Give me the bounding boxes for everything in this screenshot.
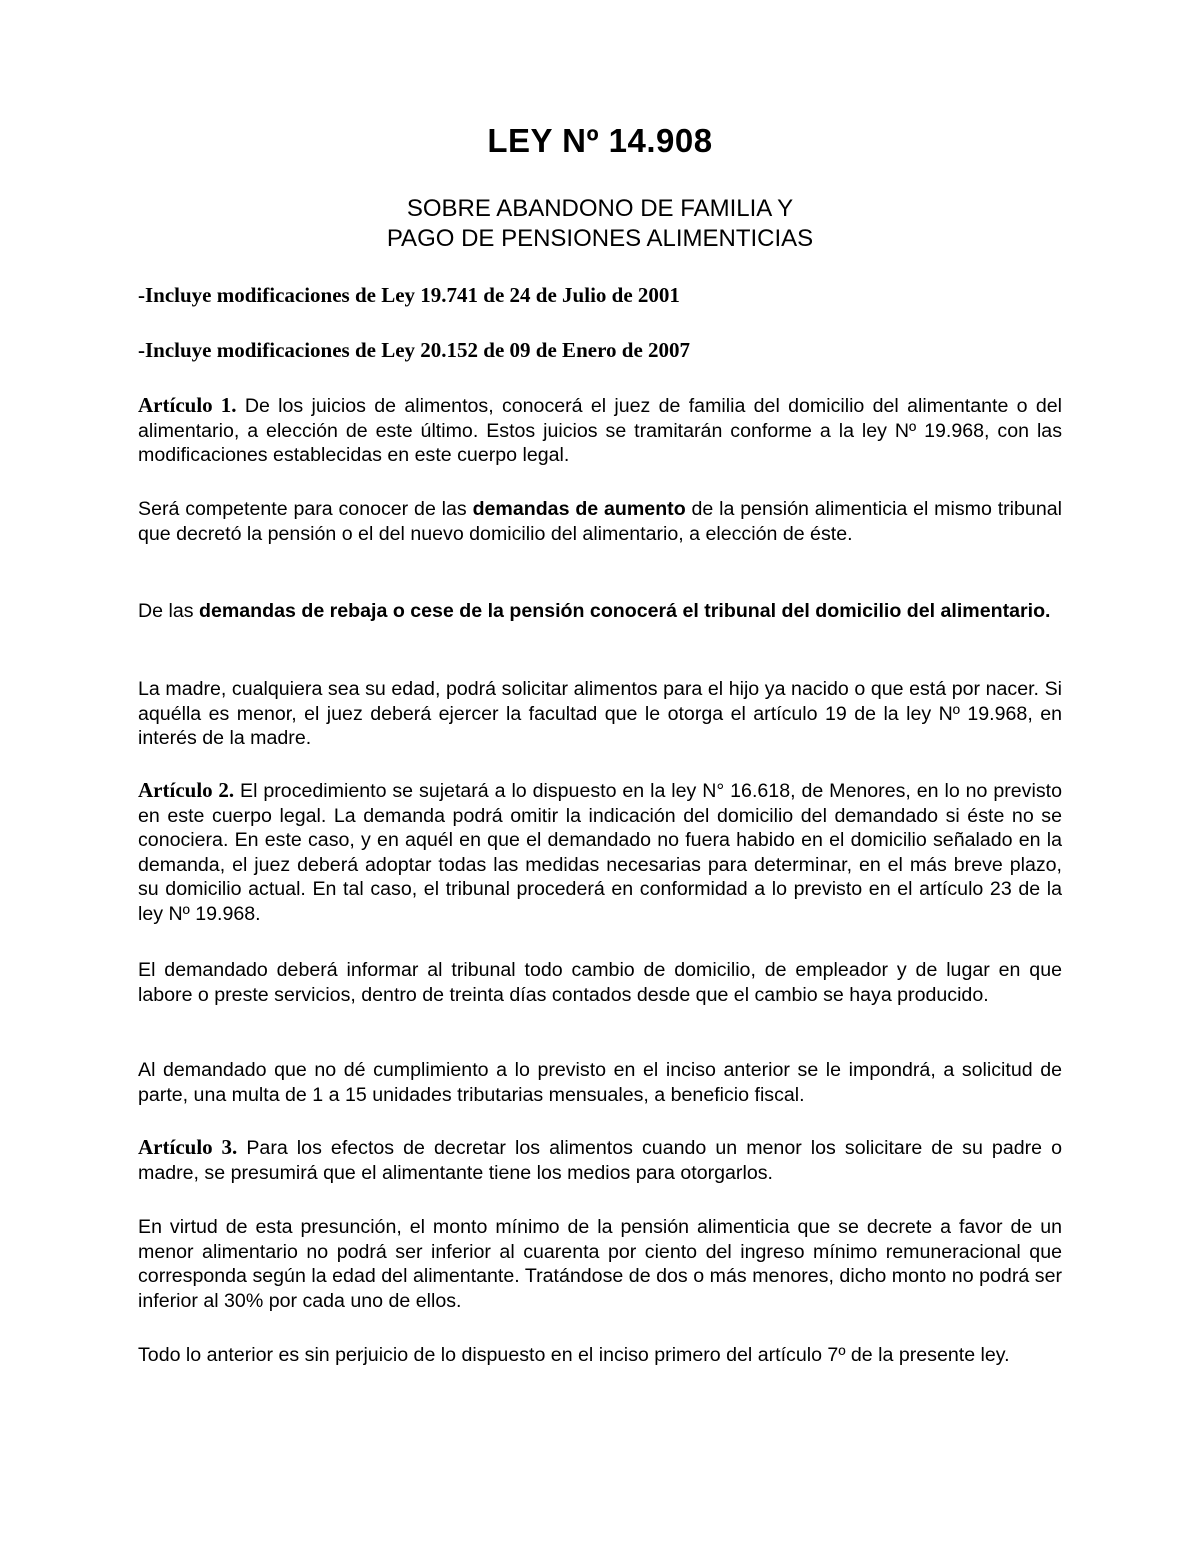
bold-text-run: demandas de rebaja o cese de la pensión conocerá el tribunal del domicilio del alimentario. — [198, 600, 1051, 622]
document-title: LEY Nº 14.908 — [487, 122, 713, 159]
article-2-paragraph-2: El demandado deberá informar al tribunal todo cambio de domicilio, de empleador y de lugar en que labore o preste servicios, dentro de treinta días contados desde que el cambio se haya producido. — [138, 959, 1062, 1006]
text-run: De las — [138, 600, 199, 622]
article-2-paragraph-3: Al demandado que no dé cumplimiento a lo previsto en el inciso anterior se le impondrá, a solicitud de parte, una multa de 1 a 15 unidades tributarias mensuales, a beneficio fiscal. — [138, 1059, 1062, 1106]
bold-text-run: demandas de aumento — [472, 498, 686, 520]
article-3-paragraph-3: Todo lo anterior es sin perjuicio de lo dispuesto en el inciso primero del artículo 7º de la presente ley. — [138, 1344, 1010, 1366]
article-3-paragraph-2: En virtud de esta presunción, el monto mínimo de la pensión alimenticia que se decrete a favor de un menor alimentario no podrá ser inferior al cuarenta por ciento del ingreso mínimo remuneracional que corresponda según la edad del alimentante. Tratándose de dos o más menores, dicho monto no podrá ser inferior al 30% por cada uno de ellos. — [138, 1216, 1062, 1312]
text-run: de la pensión alimenticia el mismo tribunal que decretó la pensión o el del nuevo domicilio del alimentario, a elección de éste. — [138, 498, 1062, 545]
modification-note-1: -Incluye modificaciones de Ley 19.741 de 24 de Julio de 2001 — [138, 283, 680, 307]
article-1-text: De los juicios de alimentos, conocerá el juez de familia del domicilio del alimentante o del alimentario, a elección de este último. Estos juicios se tramitarán conforme a la ley Nº 19.968, con las modificaciones establecidas en este cuerpo legal. — [138, 395, 1063, 467]
article-3-heading: Artículo 3. — [138, 1135, 238, 1159]
article-1-paragraph-2 — [138, 497, 1062, 546]
document-subtitle — [0, 194, 1200, 254]
article-3-paragraph-1 — [138, 1135, 1062, 1185]
article-2-heading: Artículo 2. — [138, 778, 235, 802]
article-1-paragraph-3 — [138, 599, 1062, 624]
text-run: Será competente para conocer de las — [138, 498, 473, 520]
article-2-paragraph-1 — [138, 778, 1062, 927]
subtitle-line-2: PAGO DE PENSIONES ALIMENTICIAS — [386, 225, 814, 252]
article-1-paragraph-1 — [138, 393, 1062, 468]
article-3-text: Para los efectos de decretar los alimentos cuando un menor los solicitare de su padre o madre, se presumirá que el alimentante tiene los medios para otorgarlos. — [138, 1137, 1062, 1184]
article-1-heading: Artículo 1. — [138, 393, 237, 417]
article-2-text: El procedimiento se sujetará a lo dispuesto en la ley N° 16.618, de Menores, en lo no previsto en este cuerpo legal. La demanda podrá omitir la indicación del domicilio del demandado si éste no se conociera. En este caso, y en aquél en que el demandado no fuera habido en el domicilio señalado en la demanda, el juez deberá adoptar todas las medidas necesarias para determinar, en el más breve plazo, su domicilio actual. En tal caso, el tribunal procederá en conformidad a lo previsto en el artículo 23 de la ley Nº 19.968. — [138, 780, 1062, 925]
article-1-paragraph-4: La madre, cualquiera sea su edad, podrá solicitar alimentos para el hijo ya nacido o que está por nacer. Si aquélla es menor, el juez deberá ejercer la facultad que le otorga el artículo 19 de la ley Nº 19.968, en interés de la madre. — [138, 678, 1062, 750]
subtitle-line-1: SOBRE ABANDONO DE FAMILIA Y — [406, 195, 794, 222]
modification-note-2: -Incluye modificaciones de Ley 20.152 de 09 de Enero de 2007 — [138, 338, 691, 362]
